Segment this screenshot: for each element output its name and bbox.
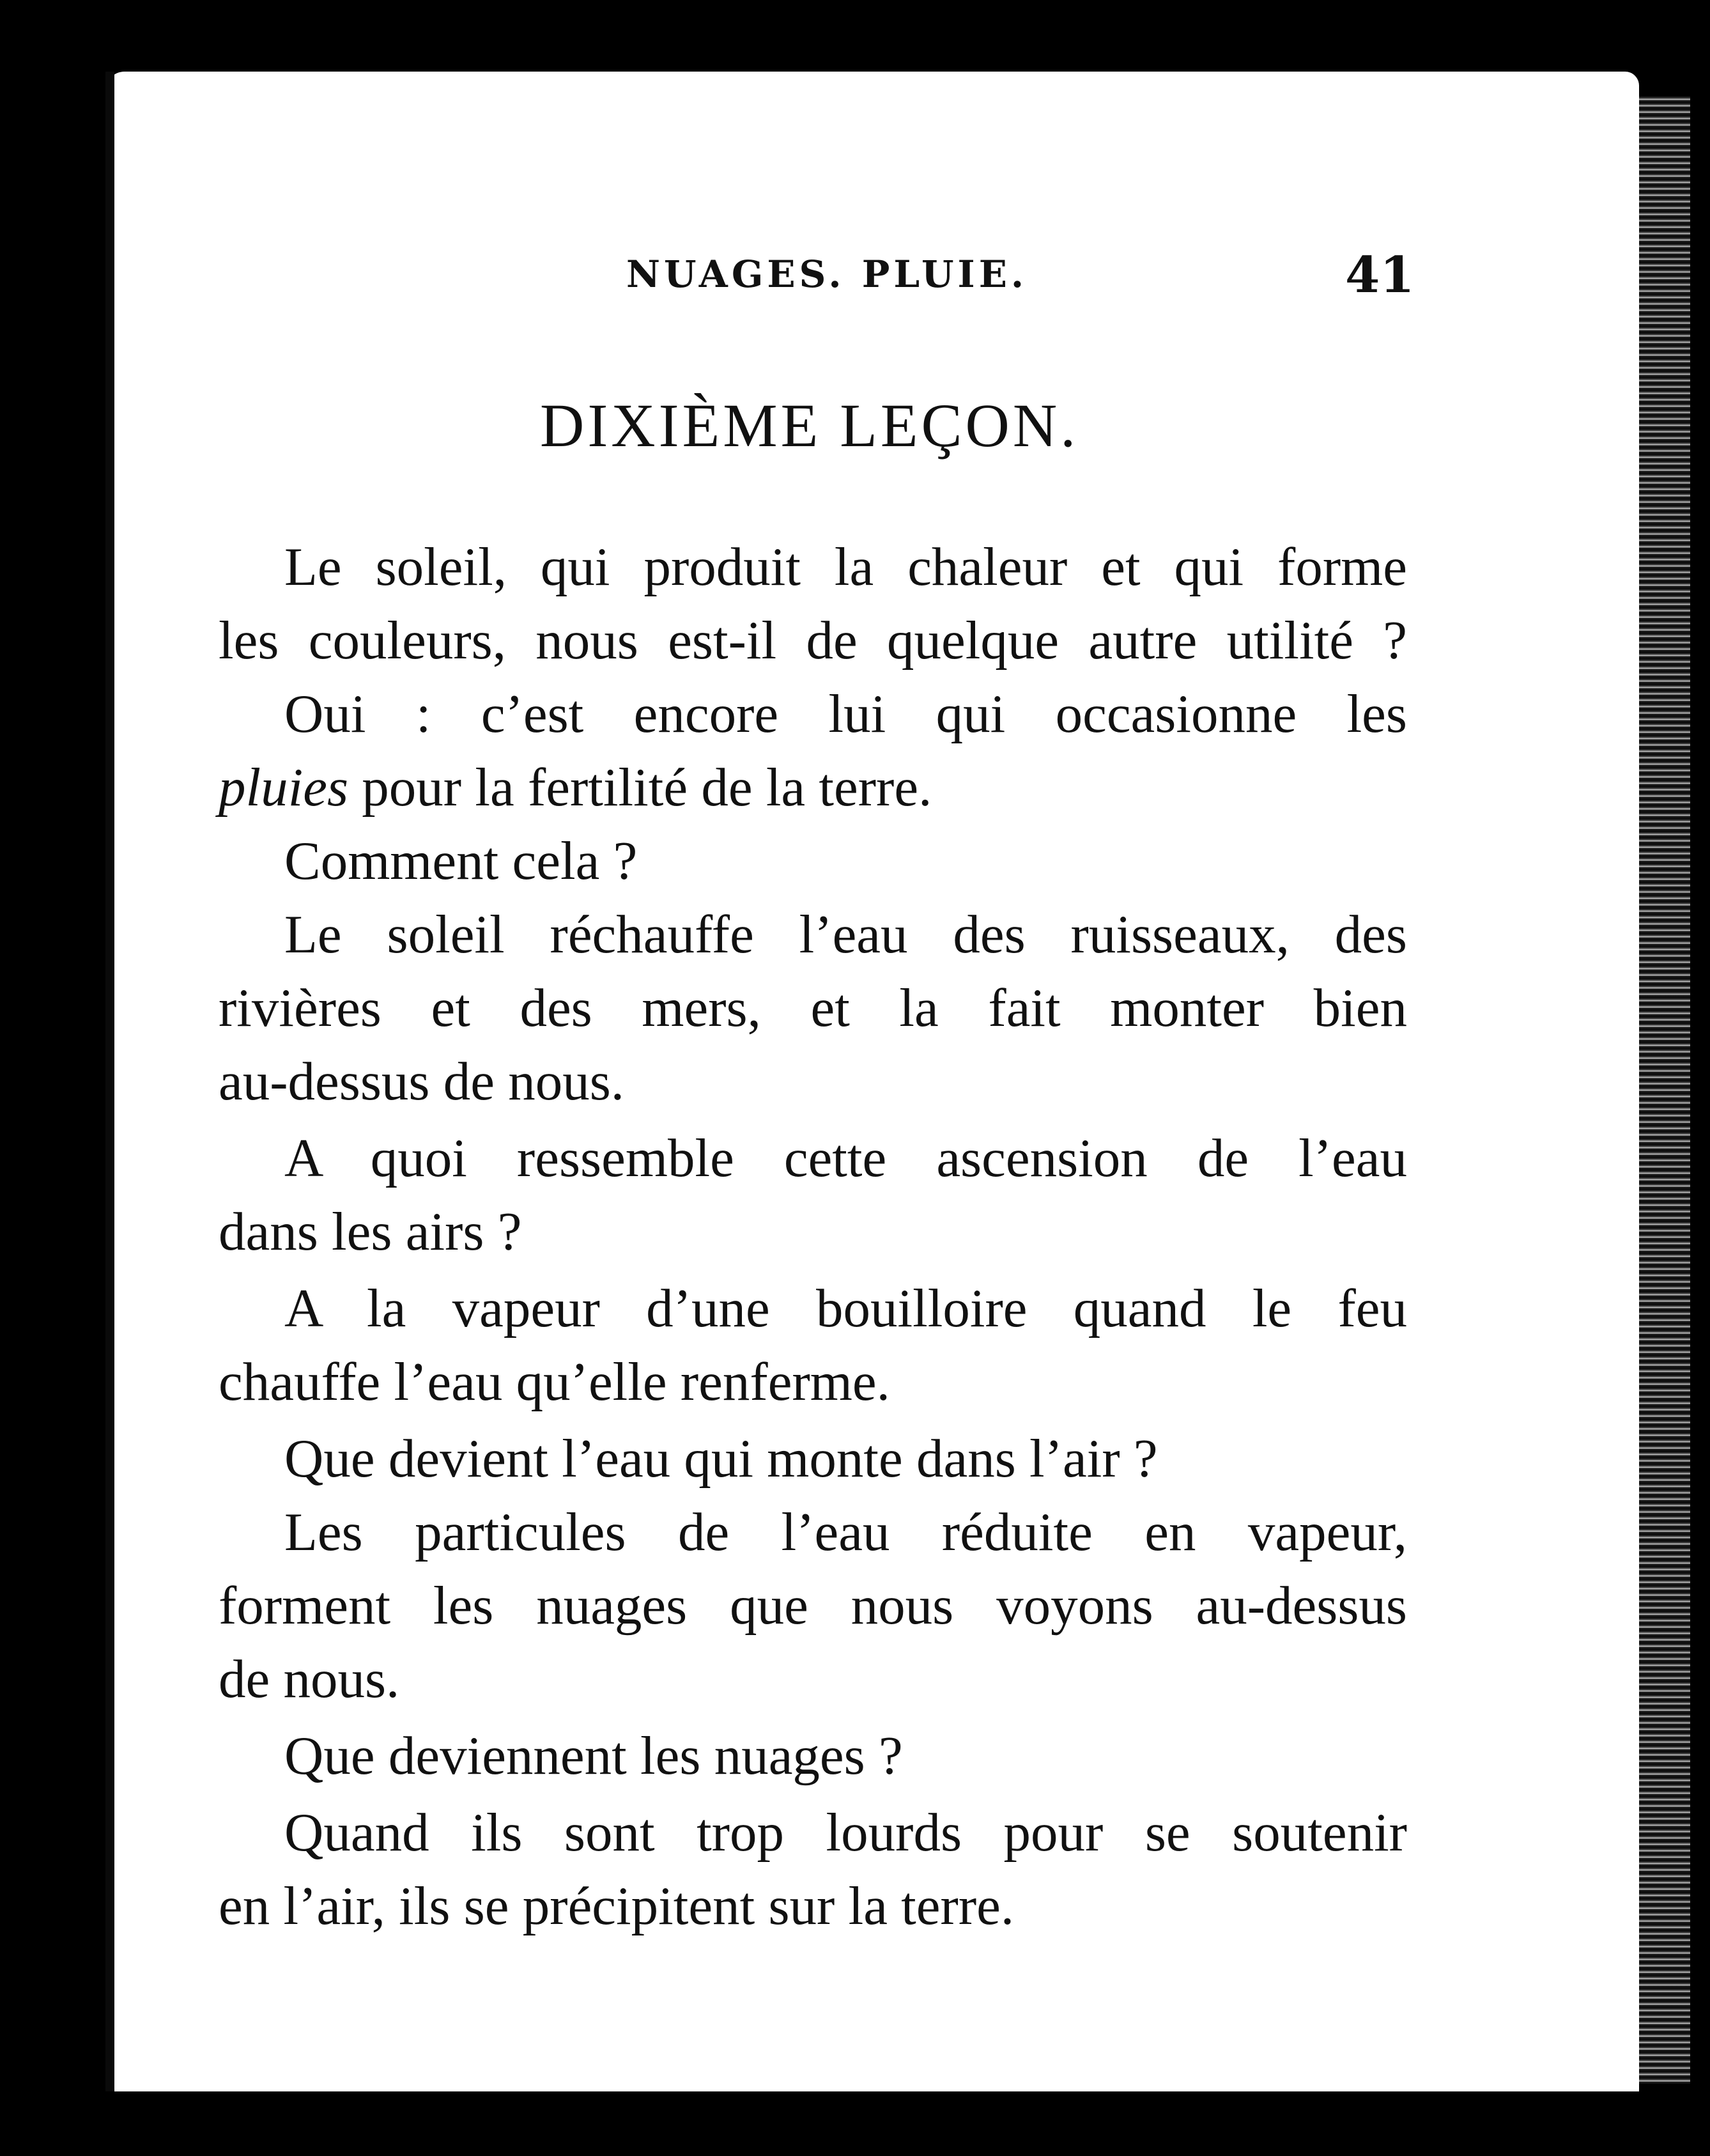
text-line: chauffe l’eau qu’elle renferme.	[219, 1352, 890, 1412]
text-line: Oui : c’est encore lui qui occasionne les	[284, 684, 1407, 744]
italic-word: pluies	[219, 757, 349, 818]
text-line: les couleurs, nous est-il de quelque autre utilité ?	[219, 610, 1407, 671]
text-line: forment les nuages que nous voyons au-dessus	[219, 1576, 1407, 1636]
page-edge	[1639, 96, 1690, 2084]
text-line: Que deviennent les nuages ?	[284, 1726, 903, 1786]
text-line: Le soleil réchauffe l’eau des ruisseaux, des	[284, 904, 1407, 965]
text-line: Comment cela ?	[284, 831, 638, 891]
text-line: Le soleil, qui produit la chaleur et qui forme	[284, 537, 1407, 597]
text-line: Quand ils sont trop lourds pour se soutenir	[284, 1803, 1407, 1863]
text-line: de nous.	[219, 1649, 400, 1709]
running-head: NUAGES. PLUIE.	[626, 252, 1028, 296]
text-fragment: pour la fertilité de la terre.	[362, 757, 932, 818]
text-line: rivières et des mers, et la fait monter bien	[219, 978, 1407, 1038]
text-line	[219, 757, 932, 818]
text-line: en l’air, ils se précipitent sur la terre.	[219, 1876, 1015, 1936]
text-line: Que devient l’eau qui monte dans l’air ?	[284, 1429, 1158, 1489]
text-line: dans les airs ?	[219, 1202, 522, 1262]
page-number: 41	[1345, 246, 1415, 304]
lesson-title: DIXIÈME LEÇON.	[540, 391, 1079, 460]
text-line: A quoi ressemble cette ascension de l’eau	[284, 1128, 1407, 1188]
text-line: A la vapeur d’une bouilloire quand le feu	[284, 1278, 1407, 1338]
text-line: Les particules de l’eau réduite en vapeur,	[284, 1502, 1407, 1562]
text-line: au-dessus de nous.	[219, 1051, 625, 1112]
